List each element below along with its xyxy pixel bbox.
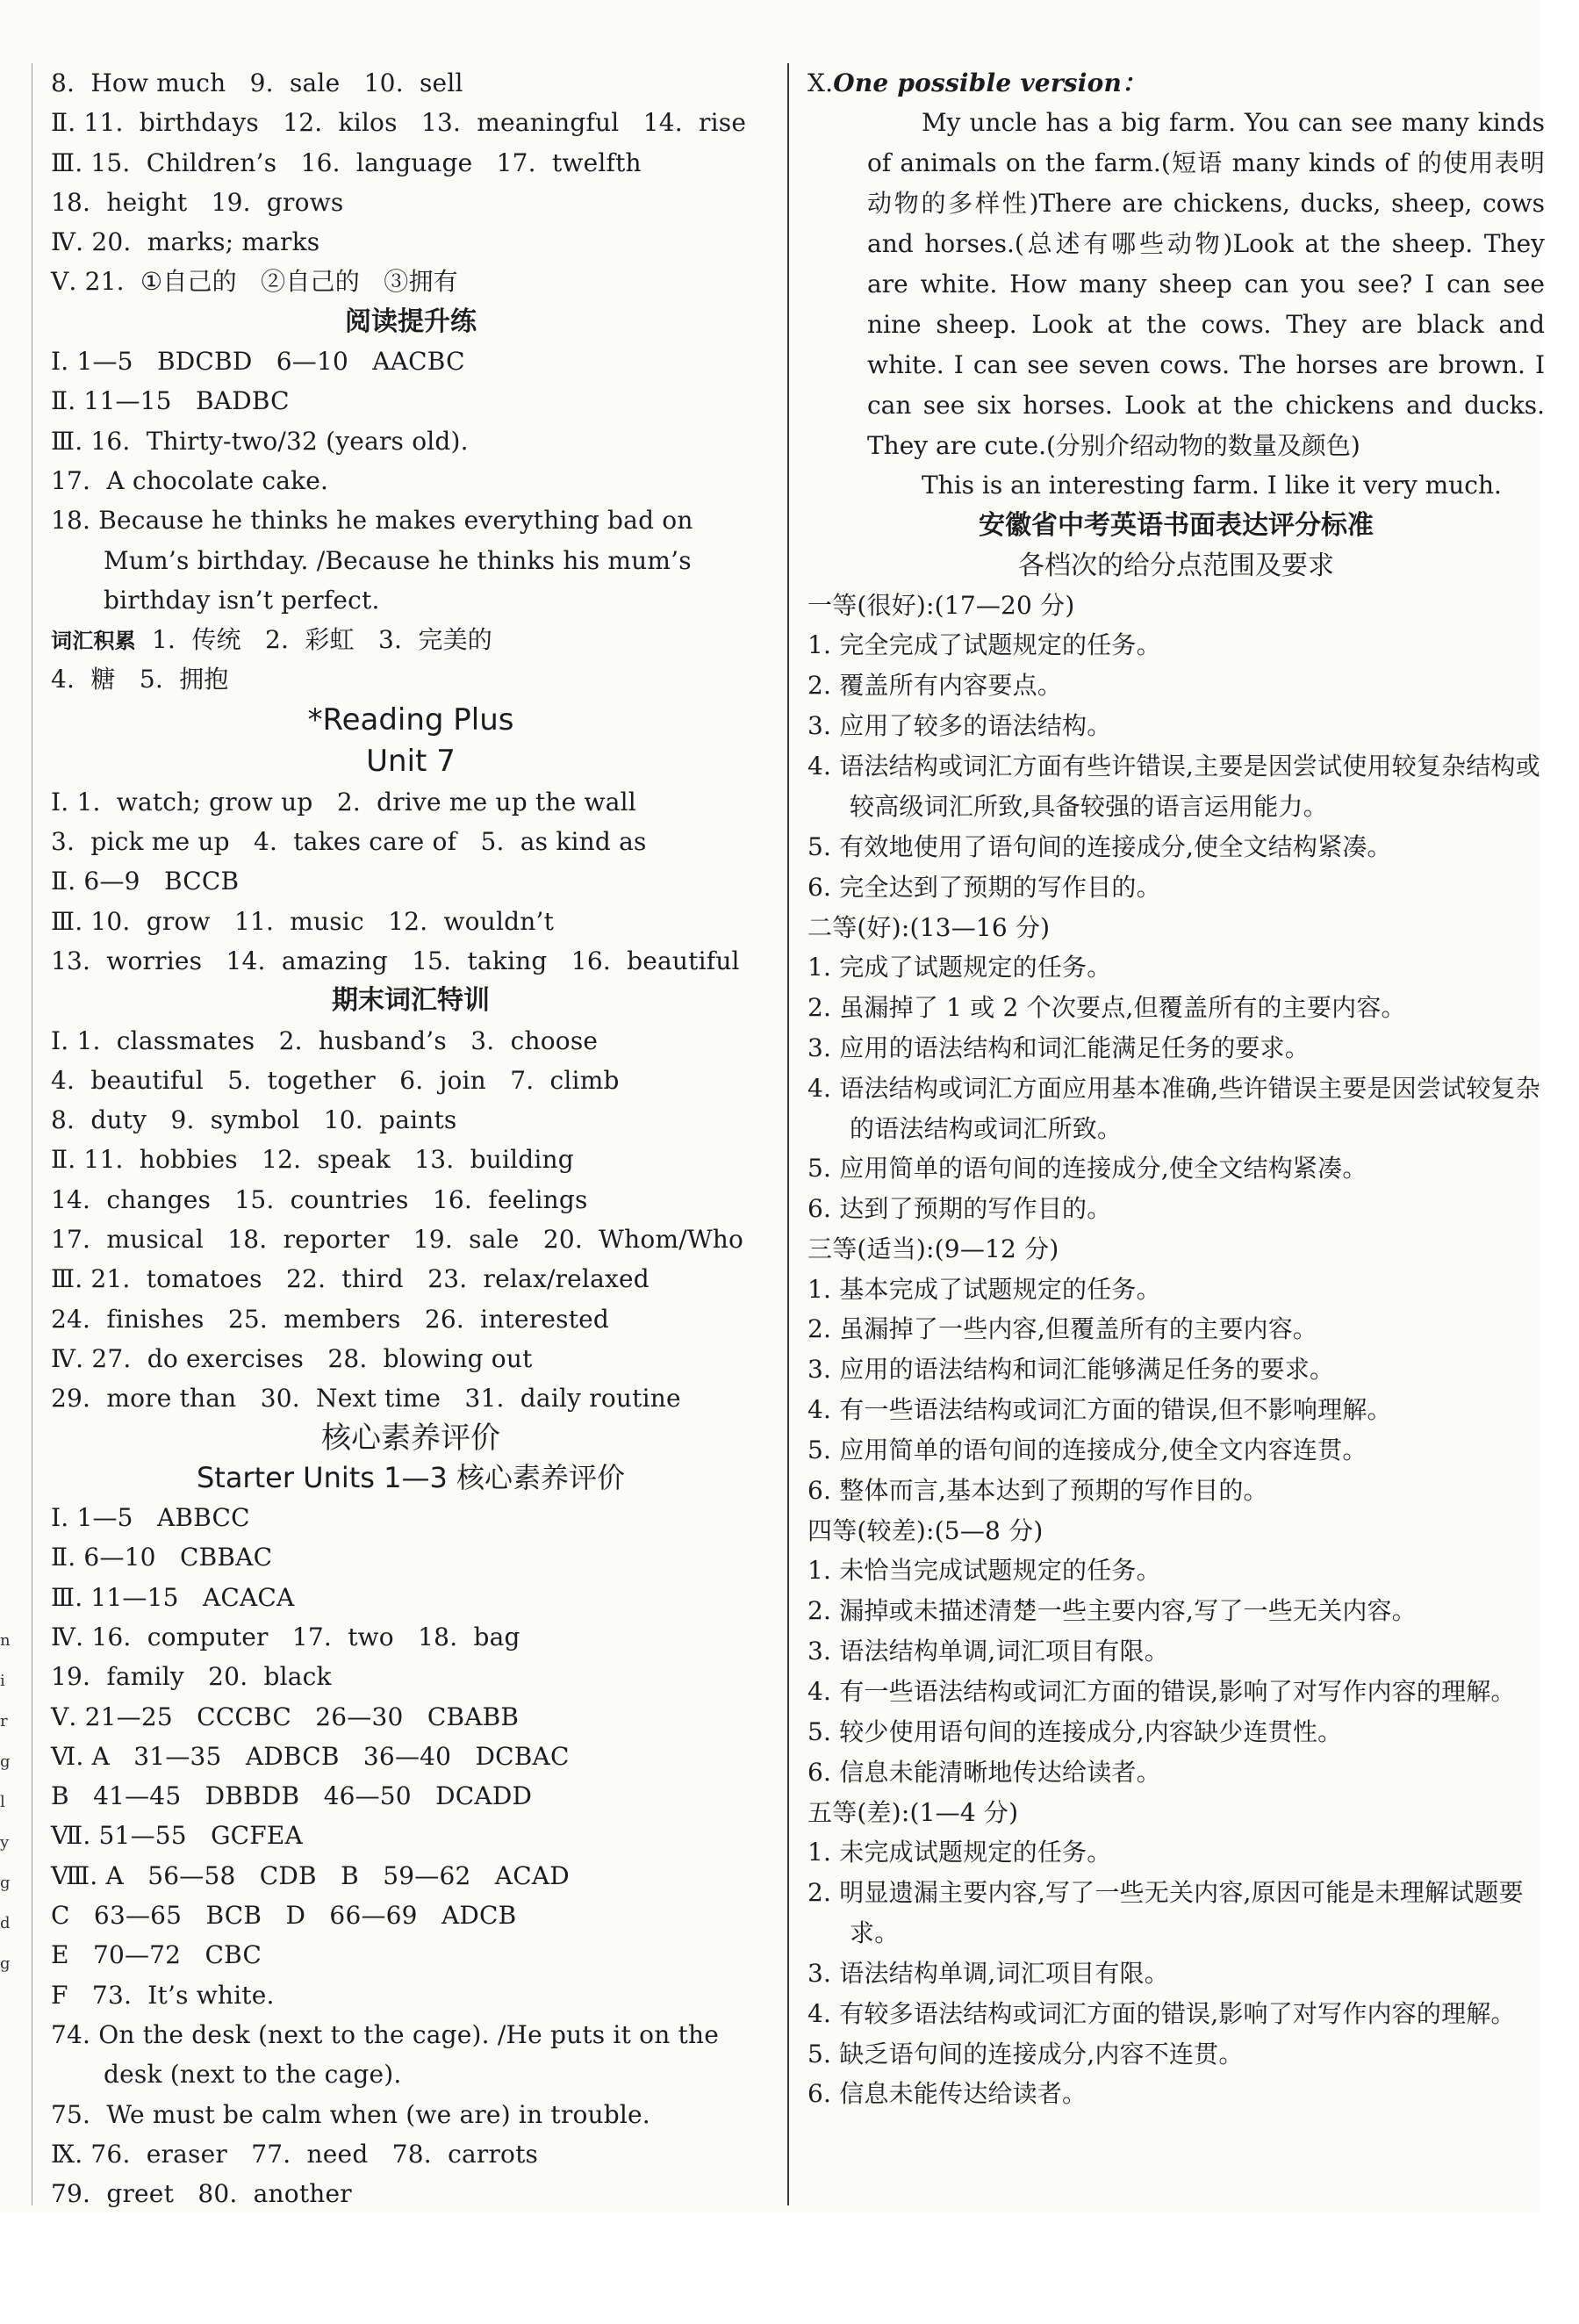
edge-letter: y bbox=[0, 1833, 10, 1852]
answer-line: Ⅴ. 21—25 CCCBC 26—30 CBABB bbox=[51, 1702, 520, 1731]
grade-list bbox=[807, 586, 1545, 2114]
answer-line: Ⅲ. 16. Thirty-two/32 (years old). bbox=[51, 426, 469, 456]
answer-line: 4. 糖 5. 拥抱 bbox=[51, 665, 229, 694]
grade-criterion: 3. 应用了较多的语法结构。 bbox=[807, 711, 1112, 741]
grade-label: 五等(差):(1—4 分) bbox=[807, 1797, 1019, 1827]
grade-criterion: 4. 有较多语法结构或词汇方面的错误,影响了对写作内容的理解。 bbox=[807, 1998, 1516, 2028]
answer-line: Ⅱ. 11. birthdays 12. kilos 13. meaningful 14. rise bbox=[51, 108, 747, 138]
essay-section-label: Ⅹ. bbox=[807, 68, 834, 97]
answer-line: F 73. It’s white. bbox=[51, 1980, 275, 2010]
grade-criterion: 1. 完全完成了试题规定的任务。 bbox=[807, 630, 1161, 660]
answer-line: Ⅱ. 11—15 BADBC bbox=[51, 386, 290, 416]
vocab-label: 词汇积累 bbox=[51, 629, 136, 654]
answer-line: Ⅱ. 6—10 CBBAC bbox=[51, 1543, 273, 1572]
answer-line: Ⅲ. 11—15 ACACA bbox=[51, 1582, 295, 1612]
answer-line: Ⅶ. 51—55 GCFEA bbox=[51, 1821, 303, 1851]
answer-line: Ⅰ. 1—5 ABBCC bbox=[51, 1503, 250, 1533]
right-column bbox=[807, 63, 1545, 2114]
answer-line: Ⅷ. A 56—58 CDB B 59—62 ACAD bbox=[51, 1860, 570, 1890]
answer-line: 14. changes 15. countries 16. feelings bbox=[51, 1184, 588, 1214]
essay-paragraph: This is an interesting farm. I like it very much. bbox=[922, 471, 1502, 500]
essay-title: One possible version： bbox=[833, 68, 1147, 97]
answer-line: Ⅳ. 20. marks; marks bbox=[51, 227, 320, 257]
answer-line: 29. more than 30. Next time 31. daily routine bbox=[51, 1384, 681, 1414]
answer-line: 74. On the desk (next to the cage). /He puts it on the desk (next to the cage). bbox=[51, 2019, 719, 2090]
answer-line: 75. We must be calm when (we are) in trouble. bbox=[51, 2099, 650, 2129]
left-column bbox=[51, 63, 771, 2213]
grade-criterion: 6. 整体而言,基本达到了预期的写作目的。 bbox=[807, 1476, 1268, 1506]
answer-line: 3. pick me up 4. takes care of 5. as kind as bbox=[51, 827, 647, 857]
answer-line: 17. A chocolate cake. bbox=[51, 465, 329, 495]
answer-line: Ⅴ. 21. ①自己的 ②自己的 ③拥有 bbox=[51, 267, 458, 297]
grade-criterion: 6. 信息未能清晰地传达给读者。 bbox=[807, 1757, 1161, 1787]
answer-line: Ⅰ. 1. classmates 2. husband’s 3. choose bbox=[51, 1025, 599, 1055]
grade-criterion: 4. 有一些语法结构或词汇方面的错误,影响了对写作内容的理解。 bbox=[807, 1676, 1516, 1706]
answer-line: Ⅰ. 1. watch; grow up 2. drive me up the wall bbox=[51, 787, 636, 817]
grade-criterion: 1. 完成了试题规定的任务。 bbox=[807, 952, 1112, 982]
grade-criterion: 5. 应用简单的语句间的连接成分,使全文内容连贯。 bbox=[807, 1435, 1367, 1465]
grade-criterion: 3. 语法结构单调,词汇项目有限。 bbox=[807, 1637, 1169, 1666]
grade-criterion: 1. 未恰当完成试题规定的任务。 bbox=[807, 1556, 1161, 1586]
grade-criterion: 6. 达到了预期的写作目的。 bbox=[807, 1194, 1112, 1224]
section-heading: 期末词汇特训 bbox=[332, 985, 490, 1017]
answer-line: Ⅲ. 21. tomatoes 22. third 23. relax/relaxed bbox=[51, 1264, 650, 1294]
grade-criterion: 4. 语法结构或词汇方面有些许错误,主要是因尝试使用较复杂结构或较高级词汇所致,具备较强的语言运用能力。 bbox=[807, 751, 1540, 821]
grade-criterion: 6. 信息未能传达给读者。 bbox=[807, 2079, 1087, 2109]
grade-label: 三等(适当):(9—12 分) bbox=[807, 1234, 1059, 1264]
section-heading: 阅读提升练 bbox=[345, 306, 477, 337]
grade-criterion: 3. 语法结构单调,词汇项目有限。 bbox=[807, 1958, 1169, 1988]
section-heading: *Reading Plus bbox=[307, 702, 514, 737]
answer-line: Ⅳ. 27. do exercises 28. blowing out bbox=[51, 1343, 533, 1373]
edge-letter: g bbox=[0, 1752, 11, 1771]
grade-criterion: 5. 有效地使用了语句间的连接成分,使全文结构紧凑。 bbox=[807, 831, 1392, 861]
answer-line: 17. musical 18. reporter 19. sale 20. Whom/Who bbox=[51, 1225, 744, 1255]
answer-line bbox=[51, 620, 771, 659]
answer-line: C 63—65 BCB D 66—69 ADCB bbox=[51, 1901, 517, 1931]
grade-criterion: 5. 缺乏语句间的连接成分,内容不连贯。 bbox=[807, 2039, 1244, 2069]
grade-criterion: 2. 虽漏掉了 1 或 2 个次要点,但覆盖所有的主要内容。 bbox=[807, 992, 1406, 1022]
edge-letter: g bbox=[0, 1954, 11, 1973]
grade-criterion: 2. 漏掉或未描述清楚一些主要内容,写了一些无关内容。 bbox=[807, 1596, 1417, 1626]
section-heading: 核心素养评价 bbox=[321, 1420, 500, 1456]
grade-criterion: 2. 明显遗漏主要内容,写了一些无关内容,原因可能是未理解试题要求。 bbox=[807, 1877, 1524, 1947]
grade-criterion: 4. 有一些语法结构或词汇方面的错误,但不影响理解。 bbox=[807, 1395, 1392, 1425]
answer-line: 24. finishes 25. members 26. interested bbox=[51, 1304, 610, 1334]
section-heading: Starter Units 1—3 核心素养评价 bbox=[196, 1460, 626, 1494]
grade-criterion: 2. 覆盖所有内容要点。 bbox=[807, 671, 1063, 701]
answer-line: 18. height 19. grows bbox=[51, 187, 344, 217]
edge-letter: n bbox=[0, 1631, 11, 1650]
answer-line: Ⅸ. 76. eraser 77. need 78. carrots bbox=[51, 2139, 539, 2169]
answer-line: Ⅲ. 15. Children’s 16. language 17. twelfth bbox=[51, 147, 642, 177]
edge-letter: r bbox=[0, 1712, 8, 1730]
grade-label: 一等(很好):(17—20 分) bbox=[807, 590, 1075, 620]
grade-criterion: 6. 完全达到了预期的写作目的。 bbox=[807, 872, 1161, 902]
grade-criterion: 3. 应用的语法结构和词汇能满足任务的要求。 bbox=[807, 1032, 1310, 1062]
criteria-subtitle: 各档次的给分点范围及要求 bbox=[1018, 550, 1334, 581]
criteria-title: 安徽省中考英语书面表达评分标准 bbox=[979, 510, 1374, 542]
grade-criterion: 5. 较少使用语句间的连接成分,内容缺少连贯性。 bbox=[807, 1716, 1343, 1746]
answer-line: 79. greet 80. another bbox=[51, 2179, 352, 2209]
answer-line: B 41—45 DBBDB 46—50 DCADD bbox=[51, 1781, 533, 1811]
grade-criterion: 2. 虽漏掉了一些内容,但覆盖所有的主要内容。 bbox=[807, 1314, 1318, 1344]
answer-line: 18. Because he thinks he makes everything bad on Mum’s birthday. /Because he thinks his mum’s birthday isn’t perfect. bbox=[51, 506, 693, 615]
answer-line: 13. worries 14. amazing 15. taking 16. beautiful bbox=[51, 946, 740, 975]
grade-criterion: 4. 语法结构或词汇方面应用基本准确,些许错误主要是因尝试较复杂的语法结构或词汇所致。 bbox=[807, 1073, 1540, 1143]
answer-line: 8. duty 9. symbol 10. paints bbox=[51, 1105, 457, 1135]
grade-criterion: 3. 应用的语法结构和词汇能够满足任务的要求。 bbox=[807, 1355, 1335, 1385]
answer-line: Ⅰ. 1—5 BDCBD 6—10 AACBC bbox=[51, 347, 465, 377]
essay-body bbox=[807, 103, 1545, 506]
answer-line: Ⅵ. A 31—35 ADBCB 36—40 DCBAC bbox=[51, 1741, 570, 1771]
answer-line: Ⅲ. 10. grow 11. music 12. wouldn’t bbox=[51, 906, 555, 936]
answer-line: E 70—72 CBC bbox=[51, 1940, 262, 1970]
answer-line: 8. How much 9. sale 10. sell bbox=[51, 68, 463, 97]
essay-paragraph: My uncle has a big farm. You can see many kinds of animals on the farm.(短语 many kinds of 的使用表明动物的多样性)There are chickens, ducks, sheep, cows and horses.(总述有哪些动物)Look at the sheep. They are white. How many sheep can you see? I can see nine sheep. Look at the cows. They are black and white. I can see seven cows. The horses are brown. I can see six horses. Look at the chickens and ducks. They are cute.(分别介绍动物的数量及颜色) bbox=[867, 108, 1545, 460]
vocab-items: 1. 传统 2. 彩虹 3. 完美的 bbox=[135, 625, 492, 655]
answer-line: 4. beautiful 5. together 6. join 7. climb bbox=[51, 1065, 620, 1095]
grade-criterion: 1. 基本完成了试题规定的任务。 bbox=[807, 1274, 1161, 1304]
answer-line: 19. family 20. black bbox=[51, 1662, 332, 1692]
edge-letter: l bbox=[0, 1793, 5, 1811]
essay-heading bbox=[807, 63, 1545, 103]
section-heading: Unit 7 bbox=[366, 743, 456, 779]
edge-letter: i bbox=[0, 1672, 5, 1690]
grade-criterion: 1. 未完成试题规定的任务。 bbox=[807, 1838, 1112, 1867]
answer-line: Ⅳ. 16. computer 17. two 18. bag bbox=[51, 1622, 520, 1651]
grade-label: 二等(好):(13—16 分) bbox=[807, 912, 1051, 942]
answer-line: Ⅱ. 6—9 BCCB bbox=[51, 867, 240, 896]
grade-label: 四等(较差):(5—8 分) bbox=[807, 1515, 1044, 1545]
answer-line: Ⅱ. 11. hobbies 12. speak 13. building bbox=[51, 1145, 574, 1175]
grade-criterion: 5. 应用简单的语句间的连接成分,使全文结构紧凑。 bbox=[807, 1154, 1367, 1184]
edge-letter: d bbox=[0, 1914, 11, 1932]
column-divider bbox=[787, 63, 789, 2205]
edge-letter: g bbox=[0, 1874, 11, 1892]
